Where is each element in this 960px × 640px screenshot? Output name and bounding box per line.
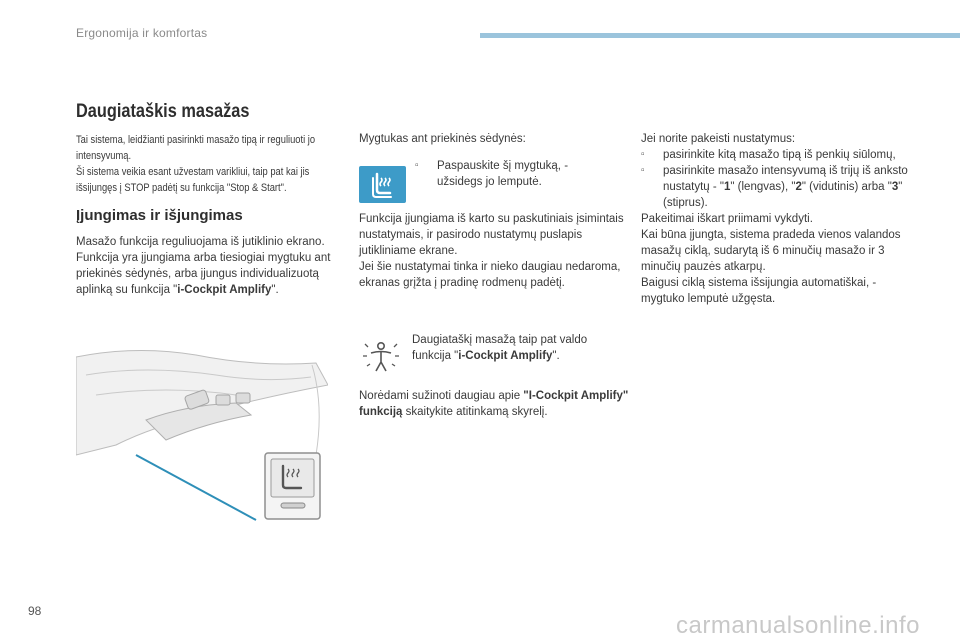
page-number: 98 xyxy=(28,604,42,618)
seat-illustration xyxy=(76,345,328,523)
activation-paragraph-1: Funkcija įjungiama iš karto su paskutiniais įsimintais nustatymais, ir pasirodo nustatymų puslapis jutikliniame ekrane. xyxy=(359,213,624,257)
caption-text: Mygtukas ant priekinės sėdynės: xyxy=(359,133,526,145)
intro-line-2: Ši sistema veikia esant užvestam varikliui, taip pat kai jis išsijungęs į STOP padėtį su funkcija "Stop & Start". xyxy=(76,166,310,194)
text-run: Funkcija yra įjungiama arba tiesiogiai mygtuku ant priekinės sėdynės, arba įjungus individualizuotą aplinką su funkcija " xyxy=(76,252,331,296)
bullet-marker: ▫ xyxy=(641,149,645,160)
text-run: Norėdami sužinoti daugiau apie xyxy=(359,390,524,402)
intro-text xyxy=(76,132,331,196)
page-title: Daugiataškis masažas xyxy=(76,101,250,122)
text-run: " (stiprus). xyxy=(663,181,903,209)
bullet-marker: ▫ xyxy=(415,160,419,171)
bullet-item xyxy=(415,158,615,190)
bullet-item xyxy=(641,163,916,211)
bullet-text xyxy=(663,163,916,211)
watermark: carmanualsonline.info xyxy=(676,612,920,639)
button-instruction xyxy=(415,158,615,190)
settings-paragraph-1: Pakeitimai iškart priimami vykdyti. xyxy=(641,213,813,225)
amplify-paragraph xyxy=(412,332,622,364)
text-run: ". xyxy=(552,350,560,362)
more-info-paragraph xyxy=(359,388,629,420)
text-run: pasirinkite masažo intensyvumą iš trijų iš anksto nustatytų - " xyxy=(663,165,908,193)
bold-run: 2 xyxy=(795,181,802,193)
bold-run: i-Cockpit Amplify xyxy=(458,350,553,362)
button-caption xyxy=(359,131,629,147)
bold-run: "I-Cockpit Amplify" funkciją xyxy=(359,390,629,418)
bullet-text: Paspauskite šį mygtuką, - užsidegs jo lemputė. xyxy=(437,160,569,188)
massage-seat-button-icon xyxy=(359,166,406,203)
header-accent-bar xyxy=(480,33,960,38)
text-run: ". xyxy=(271,284,279,296)
settings-intro: Jei norite pakeisti nustatymus: xyxy=(641,133,796,145)
more-info xyxy=(359,388,629,420)
section-heading: Įjungimas ir išjungimas xyxy=(76,207,243,224)
intro-line-1: Tai sistema, leidžianti pasirinkti masažo tipą ir reguliuoti jo intensyvumą. xyxy=(76,134,316,162)
bullet-text: pasirinkite kitą masažo tipą iš penkių siūlomų, xyxy=(663,149,896,161)
bold-run: 3 xyxy=(891,181,899,193)
text-run: skaitykite atitinkamą skyrelį. xyxy=(402,406,548,418)
text-run: Daugiataškį masažą taip pat valdo funkcija " xyxy=(412,334,588,362)
section-body xyxy=(76,234,336,298)
bold-run: 1 xyxy=(723,181,731,193)
text-run: " (vidutinis) arba " xyxy=(801,181,892,193)
settings-column xyxy=(641,131,916,307)
section-paragraph-1: Masažo funkcija reguliuojama iš jutiklinio ekrano. xyxy=(76,236,325,248)
bullet-marker: ▫ xyxy=(641,165,645,176)
settings-paragraph-2: Kai būna įjungta, sistema pradeda vienos valandos masažų ciklą, sudarytą iš 6 minučių masažo ir 3 minučių pauzės atkarpų. xyxy=(641,229,901,273)
bullet-item xyxy=(641,147,916,163)
amplify-note xyxy=(412,332,622,364)
text-run: " (lengvas), " xyxy=(730,181,796,193)
activation-text xyxy=(359,211,629,291)
i-cockpit-amplify-icon xyxy=(359,338,403,374)
section-header: Ergonomija ir komfortas xyxy=(76,26,208,40)
bold-run: i-Cockpit Amplify xyxy=(177,284,272,296)
section-paragraph-2 xyxy=(76,250,336,298)
activation-paragraph-2: Jei šie nustatymai tinka ir nieko daugiau nedaroma, ekranas grįžta į pradinę rodmenų padėtį. xyxy=(359,261,621,289)
settings-paragraph-3: Baigusi ciklą sistema išsijungia automatiškai, - mygtuko lemputė užgęsta. xyxy=(641,277,877,305)
